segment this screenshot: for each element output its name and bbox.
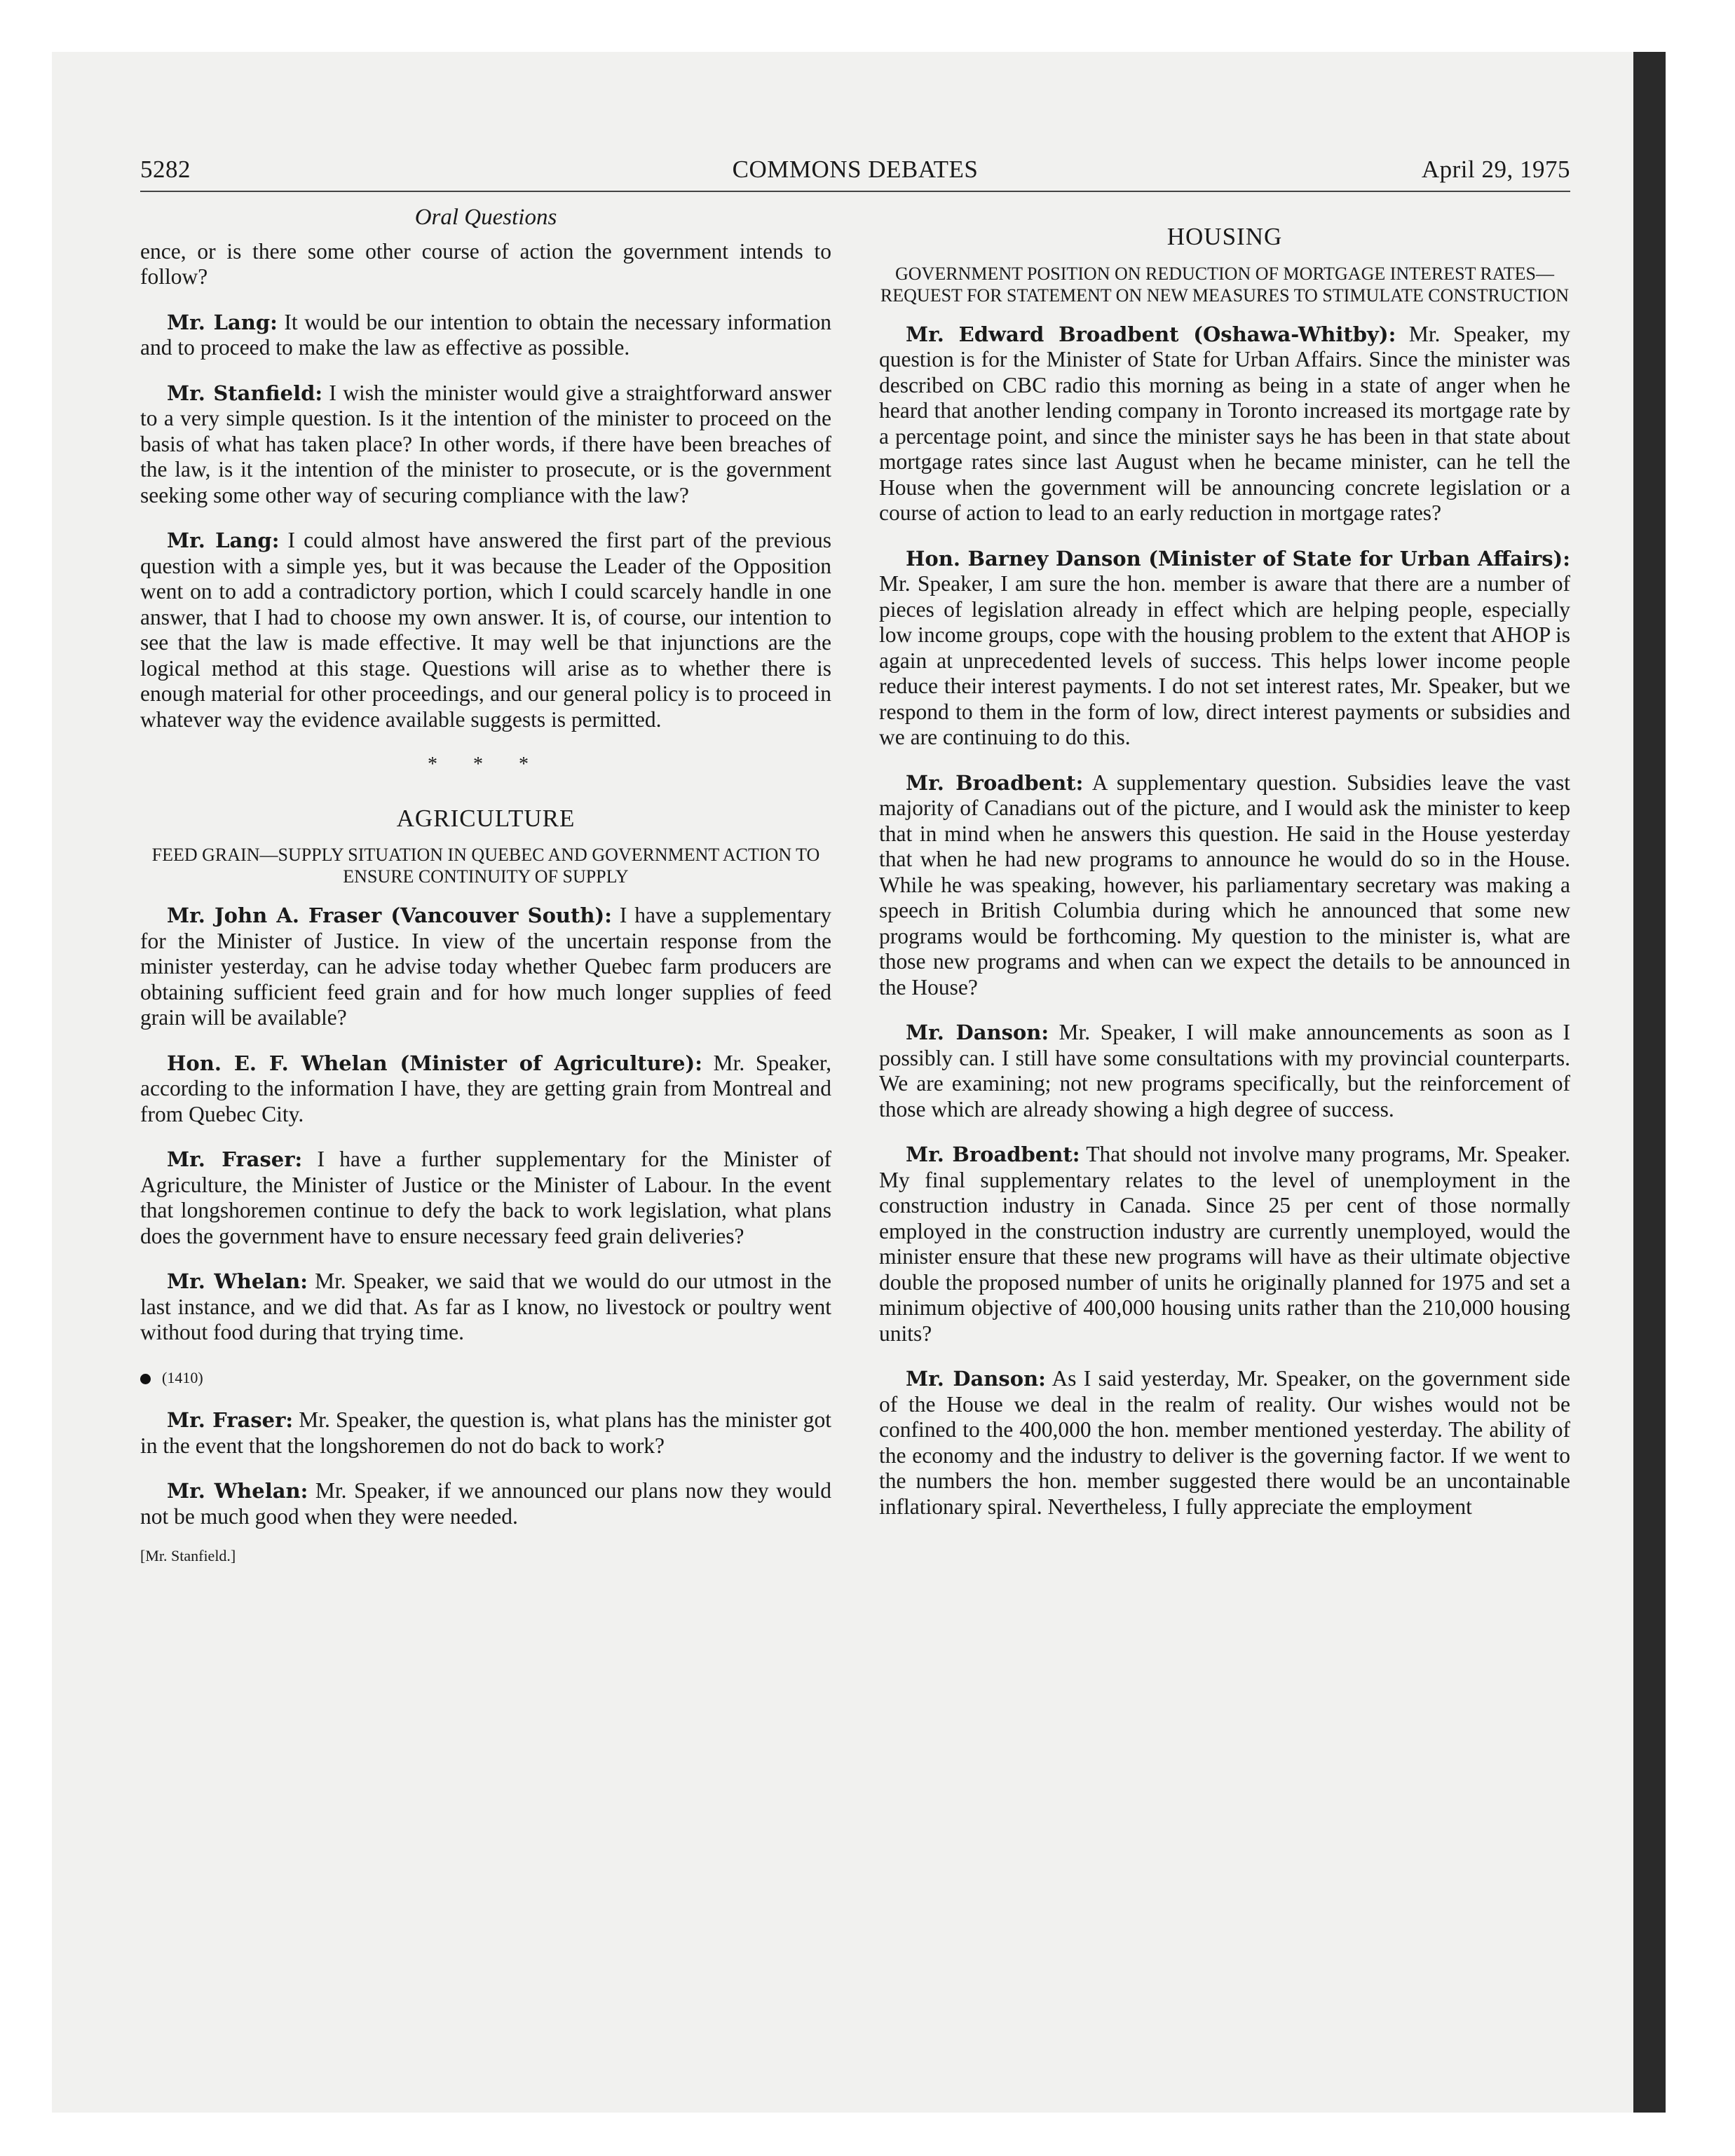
speech-text: Mr. Speaker, I am sure the hon. member is aware that there are a number of pieces of legislation already in effect which are helping people, especially low income groups, cope with the housing problem to the extent that AHOP is again at unprecedented levels of success. This helps lower income people reduce their interest payments. I do not set interest rates, Mr. Speaker, but we respond to them in the form of low, direct interest payments or subsidies and we are continuing to do this. (879, 571, 1570, 749)
speaker-name: Mr. Broadbent: (906, 1142, 1080, 1166)
scan-edge (1633, 52, 1666, 2113)
speaker-name: Mr. Fraser: (167, 1408, 294, 1432)
left-column (140, 205, 831, 1569)
speech-text: Mr. Speaker, we said that we would do our utmost in the last instance, and we did that. As far as I know, no livestock or poultry went without food during that trying time. (140, 1269, 832, 1344)
speaker-name: Mr. Stanfield: (167, 381, 323, 405)
right-column (879, 205, 1570, 1539)
section-subtitle: GOVERNMENT POSITION ON REDUCTION OF MORTGAGE INTEREST RATES—REQUEST FOR STATEMENT ON NEW MEASURES TO STIMULATE CONSTRUCTION (880, 263, 1570, 306)
speech-text: Mr. Speaker, the question is, what plans has the minister got in the event that the longshoremen do not do back to work? (140, 1407, 832, 1458)
speaker-name: Mr. Danson: (906, 1367, 1046, 1391)
speech-text: I could almost have answered the first part of the previous question with a simple yes, but it was because the Leader of the Opposition went on to add a contradictory portion, which I could scarcely handle in one answer, that I had to choose my own answer. It is, of course, our intention to see that the law is made effective. It may well be that injunctions are the logical method at this stage. Questions will arise as to whether there is enough material for other proceedings, and our general policy is to proceed in whatever way the evidence available suggests is permitted. (140, 528, 831, 732)
section-separator: * * * (428, 753, 544, 775)
speaker-name: Mr. Lang: (167, 310, 278, 334)
speech-text: That should not involve many programs, Mr. Speaker. My final supplementary relates to the level of unemployment in the construction industry in Canada. Since 25 per cent of those normally employed in the construction industry are currently unemployed, would the minister ensure that these new programs will have as their ultimate objective double the proposed number of units he originally planned for 1975 and set a minimum objective of 400,000 housing units rather than the 210,000 housing units? (879, 1142, 1570, 1346)
speaker-name: Mr. John A. Fraser (Vancouver South): (167, 903, 612, 927)
speech-paragraph (879, 1366, 1570, 1520)
speech-paragraph (879, 546, 1570, 751)
speech-text: Mr. Speaker, I will make announcements as soon as I possibly can. I still have some consultations with my provincial counterparts. We are examining; not new programs specifically, but the reinforcement of those which are already showing a high degree of success. (879, 1020, 1570, 1121)
speaker-name: Mr. Edward Broadbent (Oshawa-Whitby): (906, 322, 1396, 346)
speaker-name: Mr. Broadbent: (906, 770, 1084, 795)
speech-paragraph (140, 1147, 831, 1249)
speaker-name: Hon. Barney Danson (Minister of State for Urban Affairs): (906, 546, 1570, 571)
speaker-name: Mr. Fraser: (167, 1147, 303, 1171)
speech-paragraph (140, 310, 831, 361)
speech-text: A supplementary question. Subsidies leave the vast majority of Canadians out of the picture, and I would ask the minister to keep that in mind when he answers this question. He said in the House yesterday that when he had new programs to announce he would do so in the House. While he was speaking, however, his parliamentary secretary was making a speech in British Columbia during which he announced that some new programs would be forthcoming. My question to the minister is, what are those new programs and when can we expect the details to be announced in the House? (879, 770, 1571, 999)
page-date: April 29, 1975 (1421, 156, 1570, 183)
speech-paragraph (879, 1142, 1570, 1346)
running-head: Oral Questions (414, 205, 557, 230)
speech-text: As I said yesterday, Mr. Speaker, on the government side of the House we deal in the realm of reality. Our wishes would not be confined to the 400,000 the hon. member mentioned yesterday. The ability of the economy and the industry to deliver is the governing factor. If we went to the numbers the hon. member suggested there would be an uncontainable inflationary spiral. Nevertheless, I fully appreciate the employment (879, 1366, 1570, 1519)
speech-text: Mr. Speaker, according to the information I have, they are getting grain from Montreal and from Quebec City. (140, 1050, 831, 1126)
speaker-name: Mr. Lang: (167, 528, 280, 552)
speech-text: I have a further supplementary for the Minister of Agriculture, the Minister of Justice or the Minister of Labour. In the event that longshoremen continue to defy the back to work legislation, what plans does the government have to ensure necessary feed grain deliveries? (140, 1147, 832, 1248)
speech-text: I wish the minister would give a straightforward answer to a very simple question. Is it the intention of the minister to proceed on the basis of what has taken place? In other words, if there have been breaches of the law, is it the intention of the minister to prosecute, or is the government seeking some other way of securing compliance with the law? (140, 380, 831, 507)
time-marker (140, 1365, 831, 1391)
speech-paragraph (140, 381, 831, 509)
speech-text: Mr. Speaker, my question is for the Minister of State for Urban Affairs. Since the minister was described on CBC radio this morning as being in a state of anger when he heard that another lending company in Toronto increased its mortgage rate by a percentage point, and since the minister says he has been in that state about mortgage rates since last August when he became minister, can he tell the House when the government will be announcing concrete legislation or a course of action to lead to an early reduction in mortgage rates? (879, 321, 1571, 525)
footnote: [Mr. Stanfield.] (140, 1547, 236, 1564)
publication-title: COMMONS DEBATES (732, 156, 979, 183)
speech-paragraph (879, 770, 1570, 1001)
section-title: HOUSING (1166, 223, 1283, 250)
speech-paragraph (140, 1051, 831, 1128)
time-marker-text: (1410) (162, 1368, 203, 1386)
page-number: 5282 (140, 156, 191, 183)
speech-paragraph (879, 1020, 1570, 1122)
speech-paragraph (140, 903, 831, 1031)
speech-paragraph (140, 1407, 831, 1459)
speaker-name: Hon. E. F. Whelan (Minister of Agriculture): (167, 1051, 702, 1075)
bullet-icon (140, 1374, 151, 1384)
paragraph: ence, or is there some other course of action the government intends to follow? (140, 238, 831, 289)
section-subtitle: FEED GRAIN—SUPPLY SITUATION IN QUEBEC AND GOVERNMENT ACTION TO ENSURE CONTINUITY OF SUPPLY (151, 845, 820, 887)
page-header (140, 156, 1570, 192)
speech-paragraph (140, 1269, 831, 1346)
speech-text: Mr. Speaker, if we announced our plans now they would not be much good when they were needed. (140, 1478, 832, 1529)
speech-text: It would be our intention to obtain the necessary information and to proceed to make the law as effective as possible. (140, 309, 831, 360)
speaker-name: Mr. Whelan: (167, 1269, 308, 1293)
speech-paragraph (140, 1478, 831, 1529)
speech-paragraph (879, 322, 1570, 526)
speaker-name: Mr. Whelan: (167, 1479, 308, 1503)
speech-paragraph (140, 528, 831, 732)
speech-text: I have a supplementary for the Minister of Justice. In view of the uncertain response from the minister yesterday, can he advise today whether Quebec farm producers are obtaining sufficient feed grain and for how much longer supplies of feed grain will be available? (140, 903, 831, 1030)
speaker-name: Mr. Danson: (906, 1021, 1049, 1044)
section-title: AGRICULTURE (396, 804, 576, 832)
